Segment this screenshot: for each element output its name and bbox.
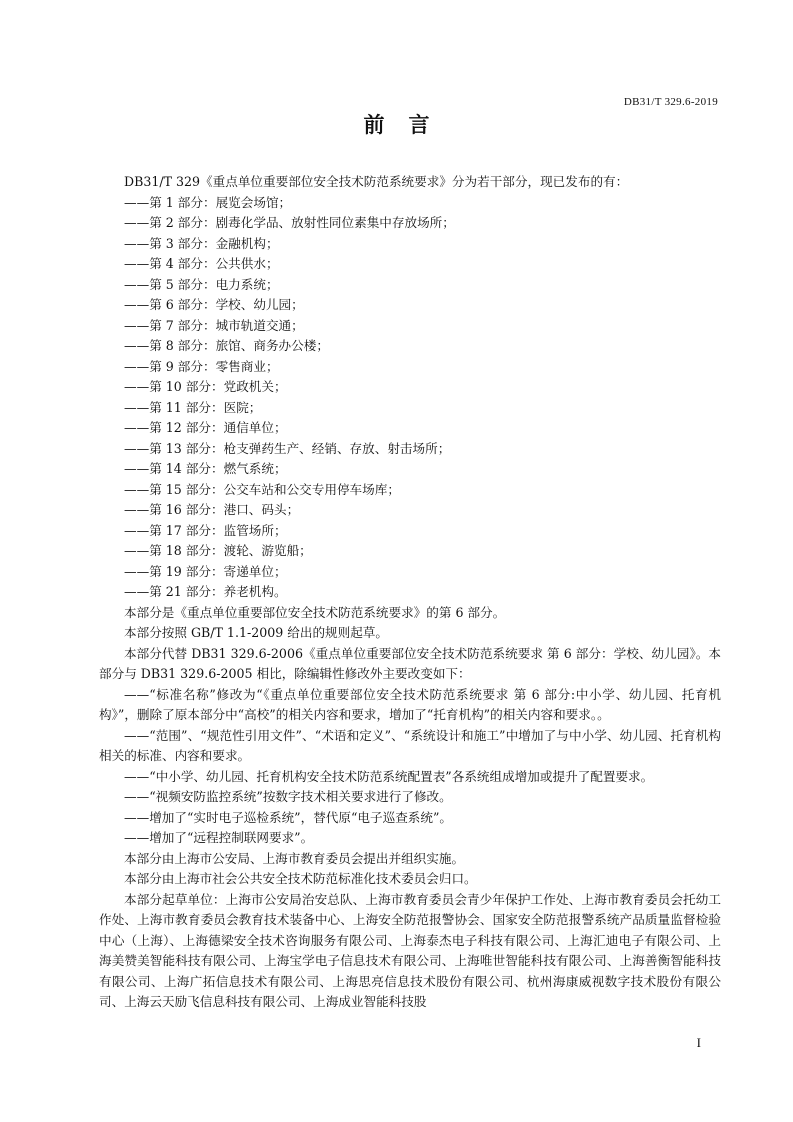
list-item-part-21: ——第 21 部分：养老机构。 (124, 584, 287, 599)
list-item-part-1: ——第 1 部分：展览会场馆； (124, 194, 292, 210)
list-item-part-15: ——第 15 部分：公交车站和公交专用停车场库； (124, 481, 400, 497)
list-item-part-19: ——第 19 部分：寄递单位； (124, 563, 287, 579)
list-item-part-10: ——第 10 部分：党政机关； (124, 379, 287, 394)
paragraph-part-statement: 本部分是《重点单位重要部位安全技术防范系统要求》的第 6 部分。 (124, 604, 506, 620)
page-title: 前言 (363, 112, 454, 137)
preface-body (99, 172, 721, 1013)
list-item-part-9: ——第 9 部分：零售商业； (124, 358, 279, 374)
list-item-part-6: ——第 6 部分：学校、幼儿园； (124, 297, 304, 312)
list-item-part-18: ——第 18 部分：渡轮、游览船； (124, 543, 312, 558)
paragraph-replacement: 本部分代替 DB31 329.6-2006《重点单位重要部位安全技术防范系统要求 第 6 部分：学校、幼儿园》。本部分与 DB31 329.6-2005 相比，除编辑性修改外主要改变如下： (99, 645, 721, 681)
change-item-scope: ——“范围”、“规范性引用文件”、“术语和定义”、“系统设计和施工”中增加了与中小学、幼儿园、托育机构相关的标准、内容和要求。 (99, 727, 721, 763)
change-item-remote: ——增加了“远程控制联网要求”。 (124, 830, 314, 845)
paragraph-administrator: 本部分由上海市社会公共安全技术防范标准化技术委员会归口。 (124, 871, 477, 886)
list-item-part-17: ——第 17 部分：监管场所； (124, 522, 287, 538)
change-item-video: ——“视频安防监控系统”按数字技术相关要求进行了修改。 (124, 789, 452, 804)
page-number: I (696, 1035, 701, 1050)
document-code: DB31/T 329.6-2019 (623, 96, 718, 108)
list-item-part-14: ——第 14 部分：燃气系统； (124, 461, 287, 476)
paragraph-proposer: 本部分由上海市公安局、上海市教育委员会提出并组织实施。 (124, 850, 465, 866)
list-item-part-7: ——第 7 部分：城市轨道交通； (124, 317, 304, 333)
list-item-part-5: ——第 5 部分：电力系统； (124, 276, 279, 292)
change-item-config-table: ——“中小学、幼儿园、托育机构安全技术防范系统配置表”各系统组成增加或提升了配置要求。 (124, 768, 654, 784)
list-item-part-3: ——第 3 部分：金融机构； (124, 235, 279, 251)
list-item-part-13: ——第 13 部分：枪支弹药生产、经销、存放、射击场所； (124, 440, 451, 456)
list-item-part-2: ——第 2 部分：剧毒化学品、放射性同位素集中存放场所； (124, 215, 455, 230)
list-item-part-4: ——第 4 部分：公共供水； (124, 256, 279, 271)
change-item-patrol: ——增加了“实时电子巡检系统”，替代原“电子巡查系统”。 (124, 809, 453, 825)
list-item-part-12: ——第 12 部分：通信单位； (124, 420, 287, 435)
list-item-part-11: ——第 11 部分：医院； (124, 399, 262, 415)
list-item-part-16: ——第 16 部分：港口、码头； (124, 502, 300, 517)
paragraph-drafting-units: 本部分起草单位：上海市公安局治安总队、上海市教育委员会青少年保护工作处、上海市教育委员会托幼工作处、上海市教育委员会教育技术装备中心、上海安全防范报警协会、国家安全防范报警系统产品质量监督检验中心（上海）、上海德梁安全技术咨询服务有限公司、上海泰杰电子科技有限公司、上海汇迪电子有限公司、上海美赞美智能科技有限公司、上海宝学电子信息技术有限公司、上海唯世智能科技有限公司、上海善衡智能科技有限公司、上海广拓信息技术有限公司、上海思亮信息技术股份有限公司、杭州海康威视数字技术股份有限公司、上海云天励飞信息科技有限公司、上海成业智能科技股 (99, 891, 721, 1009)
list-item-part-8: ——第 8 部分：旅馆、商务办公楼； (124, 338, 329, 353)
change-item-title: ——“标准名称”修改为“《重点单位重要部位安全技术防范系统要求 第 6 部分:中小学、幼儿园、托育机构》”，删除了原本部分中“高校”的相关内容和要求，增加了“托育机构”的相关内容和要求。。 (99, 686, 721, 722)
paragraph-intro: DB31/T 329《重点单位重要部位安全技术防范系统要求》分为若干部分，现已发布的有： (124, 174, 629, 189)
paragraph-drafting-rules: 本部分按照 GB/T 1.1-2009 给出的规则起草。 (124, 625, 389, 640)
